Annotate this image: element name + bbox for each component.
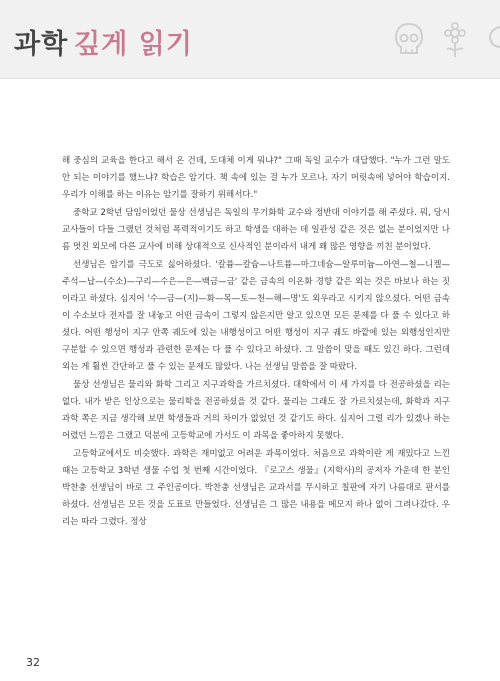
flower-icon — [440, 21, 470, 59]
skull-icon — [392, 21, 426, 59]
header-icons — [392, 20, 500, 60]
page-number: 32 — [26, 656, 40, 669]
paragraph-physical-science: 물상 선생님은 물리와 화학 그리고 지구과학을 가르치셨다. 대학에서 이 세 가지를 다 전공하셨을 리는 없다. 내가 받은 인상으로는 물리학을 전공하셨을 것 같다. 물리는 그래도 잘 가르치셨는데, 화학과 지구과학 쪽은 지금 생각해 보면 학생들과 거의 차이가 없었던 것 같기도 하다. 심지어 그럴 리가 있겠나 하는 어렸던 느낌은 그랬고 덕분에 고등학교에 가서도 이 과목을 좋아하지 못했다. — [62, 380, 450, 441]
section-title — [14, 22, 193, 61]
paragraph-high-school: 고등학교에서도 비슷했다. 과학은 재미없고 어려운 과목이었다. 처음으로 과학이란 게 재밌다고 느낀 때는 고등학교 3학년 생물 수업 첫 번째 시간이었다. 『로고스 생물』(지학사)의 공저자 가운데 한 분인 박찬충 선생님이 바로 그 주인공이다. 박찬충 선생님은 교과서를 무시하고 칠판에 자기 나름대로 판서를 하셨다. 선생님은 모든 것을 도표로 만들었다. 선생님은 그 많은 내용을 메모지 하나 없이 그려나갔다. 우리는 따라 그렸다. 정상 — [62, 449, 450, 527]
body-text — [62, 153, 450, 532]
paragraph-memorization: 선생님은 암기를 극도로 싫어하셨다. '칼륨—칼슘—나트륨—마그네슘—알루미늄—아연—철—니켈—주석—납—(수소)—구리—수은—은—백금—금' 같은 금속의 이온화 경향 같은 외는 것은 바보나 하는 짓이라고 하셨다. 심지어 '수—금—(지)—화—목—토—천—해—명'도 외우라고 시키지 않으셨다. 어떤 금속이 수소보다 전자를 잘 내놓고 어떤 금속이 그렇지 않은지만 알고 있으면 모든 문제를 다 풀 수 있다고 하셨다. 어떤 행성이 지구 안쪽 궤도에 있는 내행성이고 어떤 행성이 지구 궤도 바깥에 있는 외행성인지만 구분할 수 있으면 행성과 관련한 문제는 다 풀 수 있다고 하셨다. 그 말씀이 맞을 때도 있긴 하다. 그런데 외는 게 훨씬 간단하고 풀 수 있는 문제도 많았다. 나는 선생님 말씀을 잘 따랐다. — [62, 260, 450, 372]
paragraph-middle-school-teacher: 중학교 2학년 담임이었던 물상 선생님은 독일의 무기화학 교수와 정반대 이야기를 해 주셨다. 뭐, 당시 교사들이 다들 그랬던 것처럼 폭력적이기도 하고 학생을 대하는 데 일관성 같은 것은 없는 분이었지만 나름 멋진 외모에 다른 교사에 비해 상대적으로 신사적인 분이라서 내게 꽤 많은 영향을 끼친 분이었다. — [62, 208, 450, 252]
section-title-deep-reading: 깊게 읽기 — [74, 29, 193, 60]
page-curl-icon — [484, 21, 500, 59]
header-band — [0, 0, 500, 79]
section-title-science: 과학 — [14, 29, 69, 60]
paragraph-continuation: 해 중심의 교육을 한다고 해서 온 건데, 도대체 이게 뭐냐?" 그때 독일 교수가 대답했다. "누가 그런 말도 안 되는 이야기를 했느냐? 학습은 암기다. 책 속에 있는 걸 누가 모르나. 자기 머릿속에 넣어야 학습이지. 우리가 이해를 하는 이유는 암기를 잘하기 위해서다." — [62, 156, 450, 200]
